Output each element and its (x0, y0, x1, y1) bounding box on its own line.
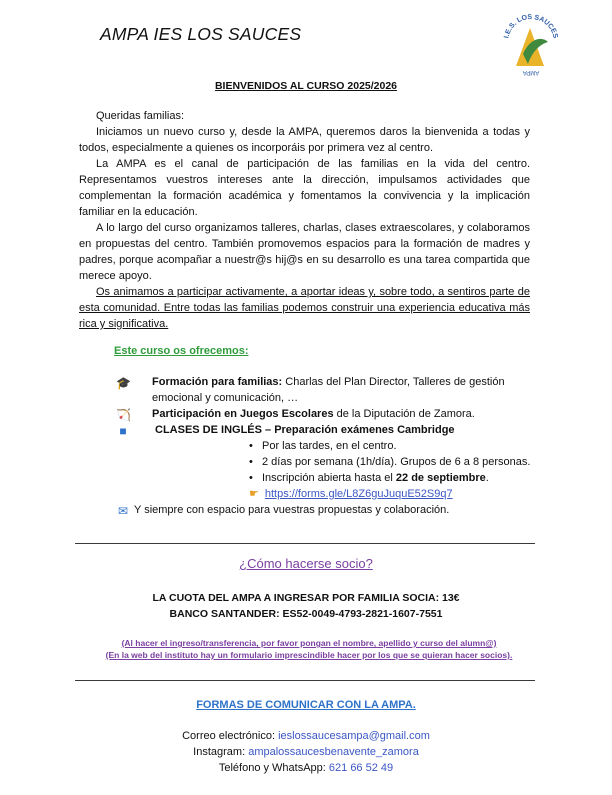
offer-item-games (116, 406, 536, 422)
organization-name: AMPA IES LOS SAUCES (100, 24, 302, 44)
phone-label: Teléfono y WhatsApp: (218, 762, 329, 774)
intro-paragraph-4: Os animamos a participar activamente, a aportar ideas y, sobre todo, a sentiros parte de esta comunidad. Entre todas las familias podemos construir una experiencia educativa más rica y significativa. (79, 286, 530, 330)
offer-list (116, 374, 536, 518)
membership-notes (79, 637, 539, 661)
intro-paragraph-3: A lo largo del curso organizamos talleres, charlas, clases extraescolares, y colaboramos en propuestas del centro. También promovemos espacios para la formación de madres y padres, porque acompañar a nuestr@s hij@s en su desarrollo es una tarea compartida que merece apoyo. (79, 222, 530, 282)
intro-section (79, 108, 530, 332)
phone-number[interactable]: 621 66 52 49 (328, 762, 394, 774)
section-divider (75, 680, 535, 681)
intro-paragraph-2: La AMPA es el canal de participación de las familias en la vida del centro. Representamos vuestros intereses ante la dirección, impulsamos actividades que complementan la formación académica y fomentamos la convivencia y la implicación familiar en la educación. (79, 158, 530, 218)
membership-note-2: (En la web del instituto hay un formulario imprescindible hacer por los que se quieran hacer socios). (105, 650, 513, 660)
offer-item-games-text: de la Diputación de Zamora. (333, 408, 475, 420)
offer-item-games-title: Participación en Juegos Escolares (152, 408, 334, 420)
intro-paragraph-1: Iniciamos un nuevo curso y, desde la AMPA, queremos daros la bienvenida a todas y todos, especialmente a quienes os incorporáis por primera vez al centro. (79, 126, 530, 154)
instagram-handle[interactable]: ampalossaucesbenavente_zamora (248, 746, 419, 758)
english-detail-schedule: • Por las tardes, en el centro. (249, 438, 536, 454)
offer-item-training-title: Formación para familias: (152, 376, 283, 388)
document-title: BIENVENIDOS AL CURSO 2025/2026 (214, 80, 398, 92)
english-details-list (249, 438, 536, 486)
sports-icon: 🏹 (116, 408, 131, 422)
book-icon: ■ (119, 424, 127, 438)
offer-item-proposals-text: Y siempre con espacio para vuestras propuestas y colaboración. (134, 504, 450, 516)
email-address[interactable]: ieslossaucesampa@gmail.com (278, 730, 430, 742)
membership-fee: LA CUOTA DEL AMPA A INGRESAR POR FAMILIA SOCIA: 13€ (152, 592, 460, 604)
deadline-date: 22 de septiembre (395, 472, 486, 484)
membership-fee-block (0, 590, 612, 622)
offer-item-english (116, 422, 536, 438)
offer-item-english-title: CLASES DE INGLÉS – Preparación exámenes Cambridge (155, 424, 455, 436)
english-detail-frequency: • 2 días por semana (1h/día). Grupos de 6 a 8 personas. (249, 454, 536, 470)
contact-email-line (0, 728, 612, 744)
bank-account: BANCO SANTANDER: ES52-0049-4793-2821-1607-7551 (169, 608, 443, 620)
deadline-end: . (485, 472, 489, 484)
logo-bottom-text: AMPA (522, 69, 540, 75)
contact-heading: FORMAS DE COMUNICAR CON LA AMPA. (196, 699, 416, 711)
offer-heading: Este curso os ofrecemos: (114, 345, 249, 357)
deadline-text: Inscripción abierta hasta el (262, 472, 396, 484)
offer-item-proposals (116, 502, 536, 518)
membership-heading: ¿Cómo hacerse socio? (239, 556, 373, 571)
greeting: Queridas familias: (96, 110, 185, 122)
english-detail-deadline (249, 470, 536, 486)
email-label: Correo electrónico: (182, 730, 279, 742)
instagram-label: Instagram: (193, 746, 249, 758)
ies-los-sauces-logo (500, 8, 562, 78)
contact-phone-line (0, 760, 612, 776)
logo-arc-text: I.E.S. LOS SAUCES (503, 13, 559, 40)
registration-form-link[interactable]: https://forms.gle/L8Z6guJuquE52S9q7 (264, 488, 453, 500)
form-link-line (116, 486, 536, 502)
graduation-cap-icon: 🎓 (116, 376, 131, 390)
offer-item-training-text: Charlas del Plan Director, Talleres de gestión emocional y comunicación, … (152, 376, 505, 404)
offer-item-training (116, 374, 536, 406)
contact-list (0, 728, 612, 776)
section-divider (75, 543, 535, 544)
mailbox-icon: ✉ (117, 504, 129, 518)
contact-instagram-line (0, 744, 612, 760)
membership-note-1: (Al hacer el ingreso/transferencia, por favor pongan el nombre, apellido y curso del alumn@) (121, 638, 497, 648)
pointing-hand-icon: ☛ (249, 488, 259, 500)
